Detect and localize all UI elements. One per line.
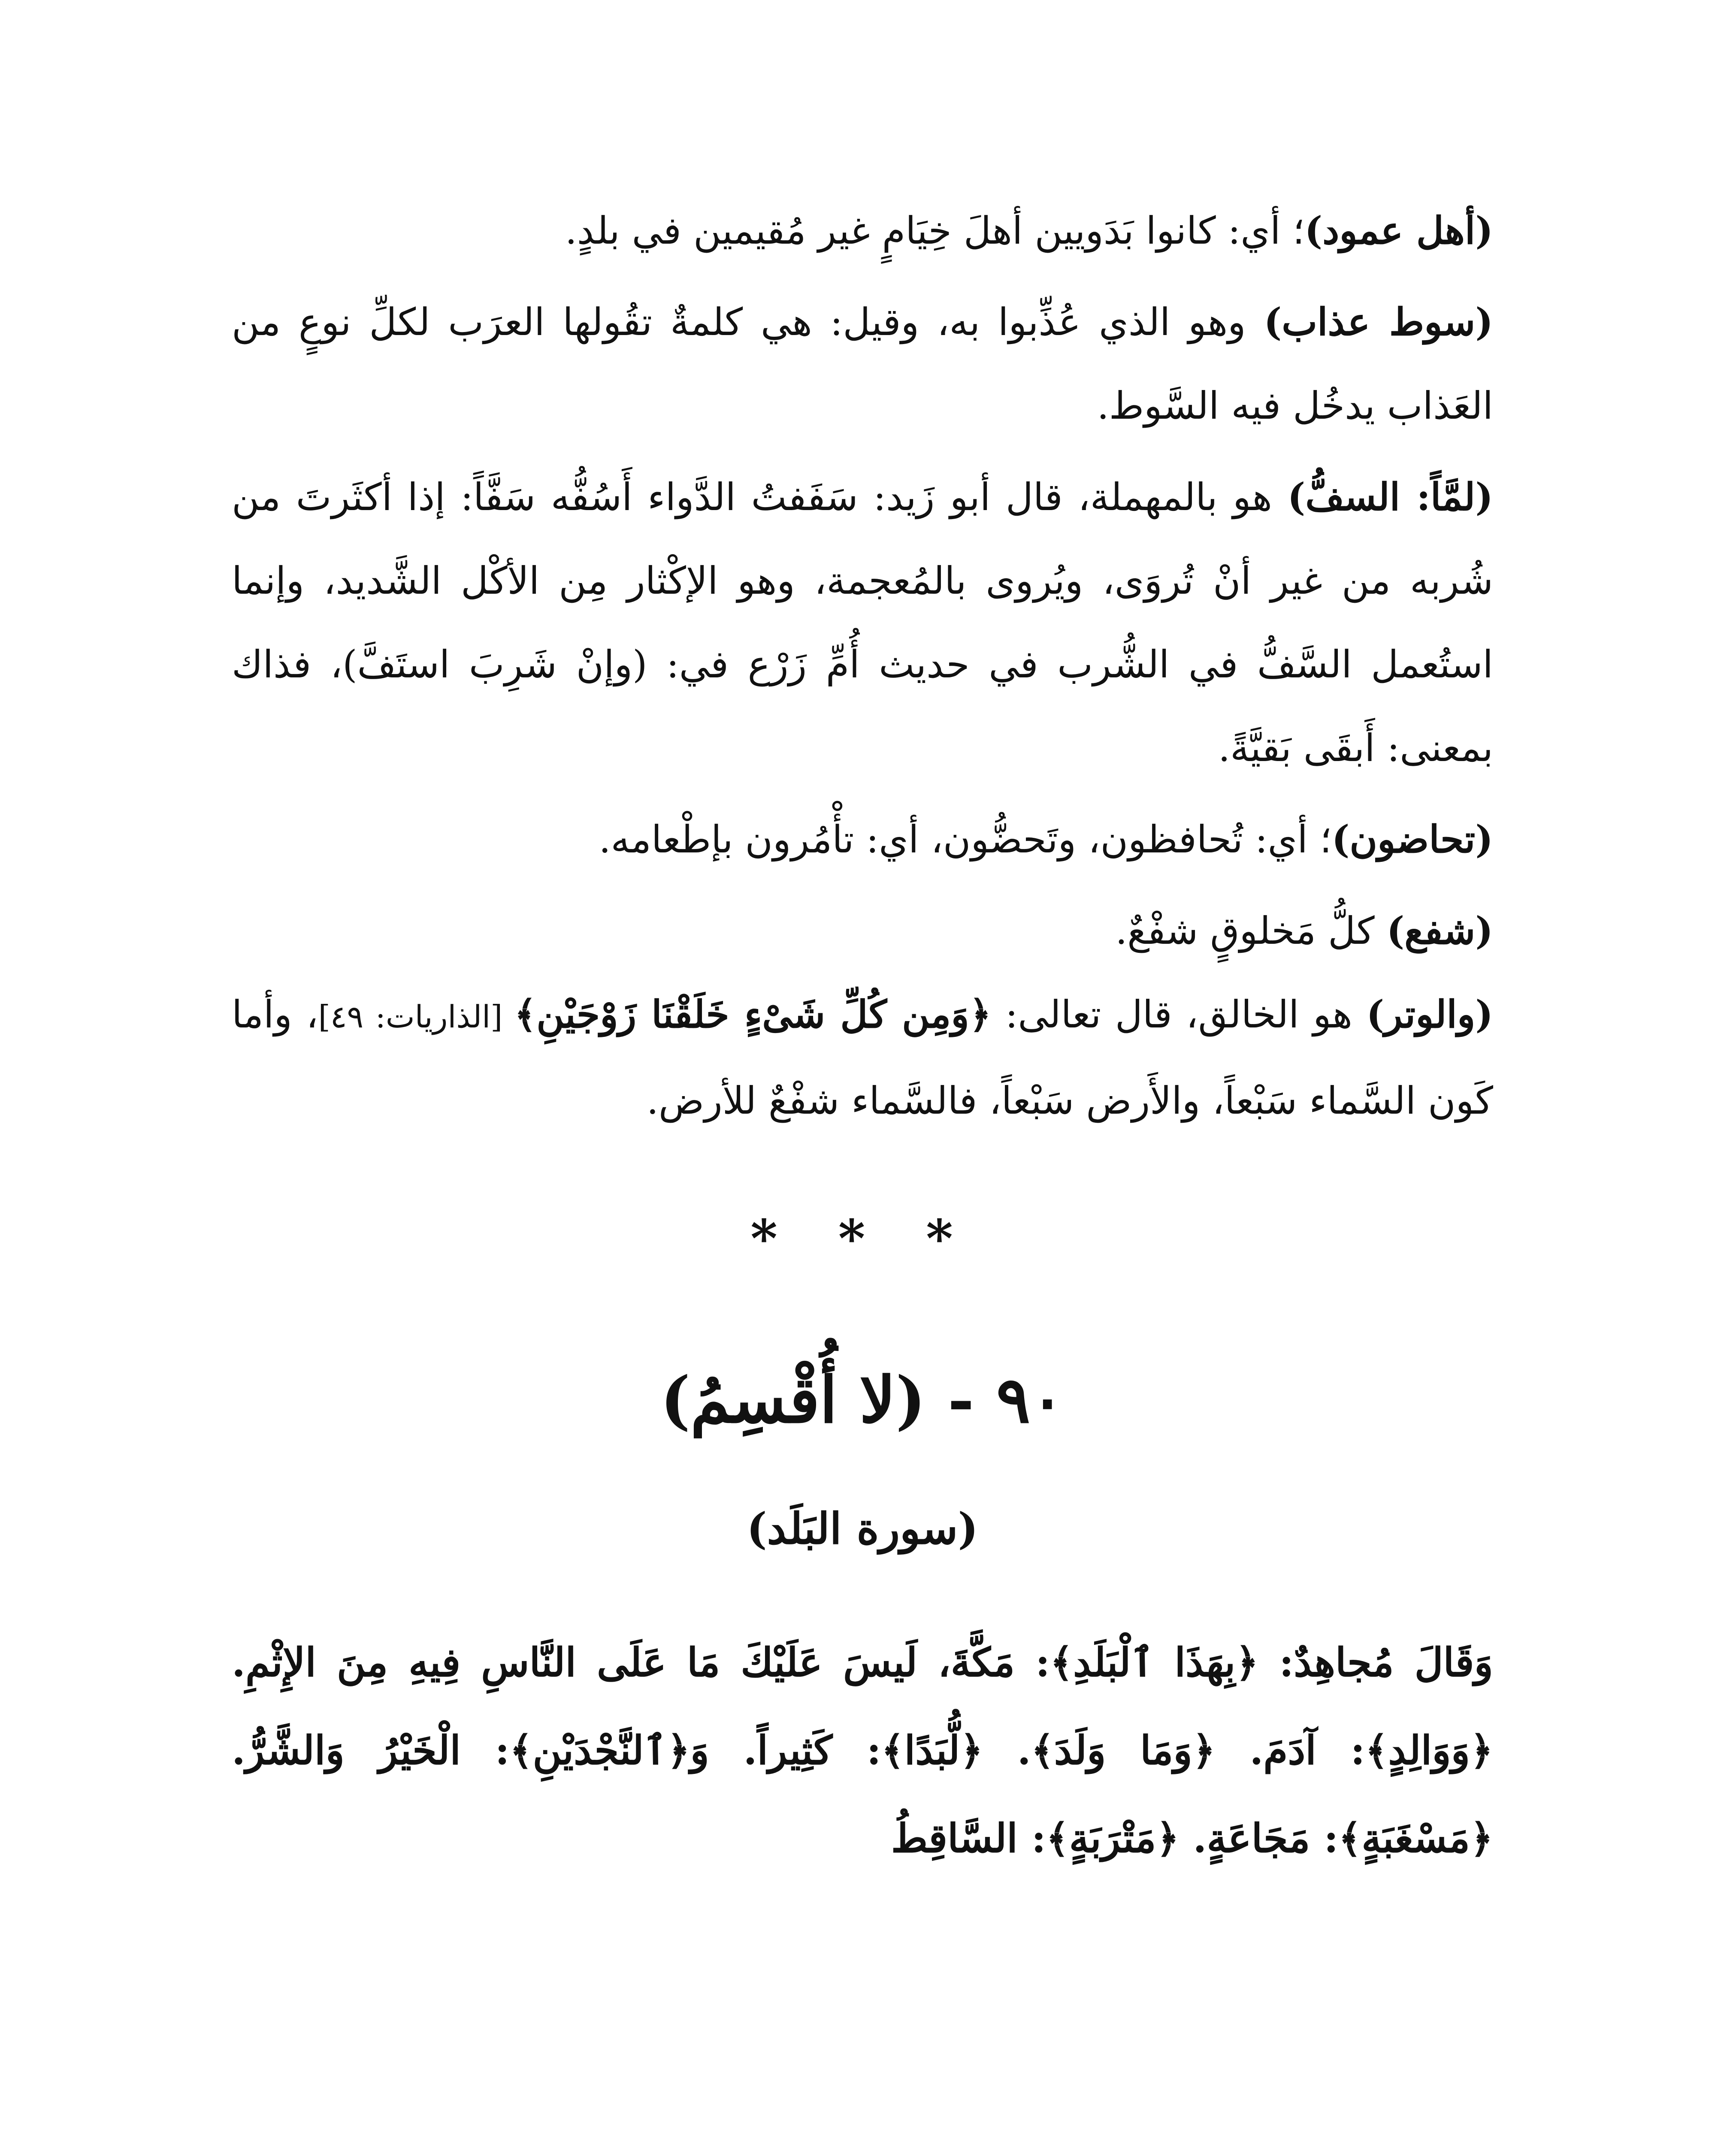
glossary-paragraph (232, 455, 1493, 790)
paragraph-text: وهو الذي عُذِّبوا به، وقيل: هي كلمةٌ تقُولها العرَب لكلِّ نوعٍ من العَذاب يدخُل فيه السَّوط. (232, 300, 1493, 428)
paragraph-text: هو بالمهملة، قال أبو زَيد: سَفَفتُ الدَّواء أَسُفُّه سَفَّاً: إذا أكثَرتَ من شُربه من غير أنْ تُروَى، ويُروى بالمُعجمة، وهو الإكْثار مِن الأكْل الشَّديد، وإنما استُعمل السَّفُّ في الشُّرب في حديث أُمِّ زَرْع في: (وإنْ شَرِبَ استَفَّ)، فذاك بمعنى: أَبقَى بَقيَّةً. (232, 475, 1493, 770)
glossary-keyword: (سوط عذاب) (1264, 299, 1494, 344)
section-separator: * * * (750, 1208, 974, 1269)
glossary-paragraphs (232, 189, 1493, 973)
quran-word: ﴿مَتْرَبَةٍ﴾ (1046, 1815, 1180, 1861)
quran-word: ﴿ٱلنَّجْدَيْنِ﴾ (509, 1727, 690, 1773)
commentary-text: : آدَمَ. (1215, 1727, 1365, 1773)
quran-word: ﴿بِهَذَا ٱلْبَلَدِ﴾ (1050, 1639, 1259, 1686)
commentary-text: وَقَالَ مُجاهِدٌ: (1258, 1639, 1493, 1686)
commentary-text: . (983, 1727, 1031, 1773)
verse-citation: [الذاريات: ٤٩] (318, 999, 514, 1035)
paragraph-text: ؛ أي: تُحافظون، وتَحضُّون، أي: تأْمُرون بإطْعامه. (599, 817, 1332, 861)
sura-name: (سورة البَلَد) (747, 1503, 978, 1554)
page-content (232, 189, 1493, 2145)
commentary-text: : كَثِيراً. وَ (690, 1727, 881, 1773)
quran-word: ﴿مَسْغَبَةٍ﴾ (1338, 1815, 1493, 1861)
glossary-paragraph (232, 189, 1493, 272)
commentary-text: : الْخَيْرُ وَالشَّرُّ. (232, 1727, 510, 1773)
section-body (232, 1619, 1493, 1882)
glossary-keyword: (والوتر) (1366, 992, 1493, 1036)
paragraph-text: ، وأما كَون السَّماء سَبْعاً، والأَرض سَبْعاً، فالسَّماء شفْعٌ للأرض. (232, 992, 1493, 1123)
glossary-paragraph (232, 280, 1493, 447)
quran-word: ﴿لُّبَدًا﴾ (881, 1727, 983, 1773)
paragraph-witr (232, 973, 1493, 1142)
paragraph-text: ؛ أي: كانوا بَدَويين أهلَ خِيَامٍ غير مُقيمين في بلدٍ. (565, 208, 1305, 253)
quran-word: ﴿وَوَالِدٍ﴾ (1365, 1727, 1493, 1773)
quran-word: ﴿وَمَا وَلَدَ﴾ (1031, 1727, 1216, 1773)
glossary-paragraph (232, 798, 1493, 881)
glossary-keyword: (شفع) (1386, 908, 1493, 953)
paragraph-text: كلُّ مَخلوقٍ شفْعٌ. (1115, 909, 1387, 953)
glossary-paragraph (232, 889, 1493, 973)
commentary-text: : مَجَاعَةٍ. (1179, 1815, 1339, 1861)
commentary-text: : مَكَّةَ، لَيسَ عَلَيْكَ مَا عَلَى النَّاسِ فِيهِ مِنَ الإِثْمِ. (232, 1639, 1050, 1686)
glossary-keyword: (لمَّاً: السفُّ) (1287, 474, 1493, 519)
commentary-text: : السَّاقِطُ (891, 1815, 1046, 1861)
quran-verse: ﴿وَمِن كُلِّ شَىْءٍ خَلَقْنَا زَوْجَيْنِ﴾ (514, 992, 992, 1036)
paragraph-text: هو الخالق، قال تعالى: (991, 992, 1367, 1036)
section-title: ٩٠ - (لا أُقْسِمُ) (660, 1363, 1065, 1437)
glossary-keyword: (تحاضون) (1331, 817, 1493, 861)
glossary-keyword: (أهل عمود) (1304, 208, 1493, 253)
